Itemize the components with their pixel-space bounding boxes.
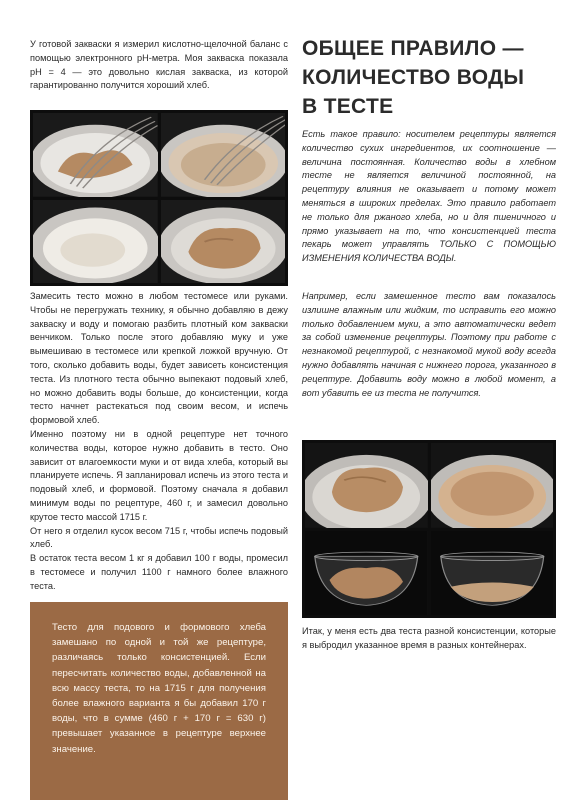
photo-bowl-whisk-flour bbox=[161, 113, 286, 197]
photo-bowl-flour bbox=[33, 200, 158, 284]
left-paragraph: Именно поэтому ни в одной рецептуре нет точного количества воды, которое нужно добавить в тесто. Оно зависит от влагоемкости муки и от вида хлеба, который вы планируете испечь. Я запланировал испечь из этого теста и подовый хлеб, и формовой. Поэтому сначала я добавил минимум воды по рецептуре, 460 г, и замесил довольно крутое тесто массой 1715 г. bbox=[30, 428, 288, 522]
photo-bowl-whisk-starter bbox=[33, 113, 158, 197]
left-paragraph: В остаток теста весом 1 кг я добавил 100 г воды, промесил в тестомесе и получил 1100 г намного более влажного теста. bbox=[30, 553, 288, 591]
left-paragraph: От него я отделил кусок весом 715 г, чтобы испечь подовый хлеб. bbox=[30, 525, 288, 550]
note-box bbox=[30, 602, 288, 800]
heading-line: ОБЩЕЕ ПРАВИЛО — bbox=[302, 37, 524, 60]
example-paragraph: Например, если замешенное тесто вам показалось излишне влажным или жидким, то исправить его можно только добавлением муки, а это автоматически ведет за собой изменение рецептуры. Поэтому при работе с незнакомой рецептурой, с незнакомой мукой воду всегда нужно добавлять начиная с нижнего порога, указанного в рецептуре. Добавить воду можно в любой момент, а вот убавить ее из теста не получится. bbox=[302, 291, 556, 398]
heading-line: КОЛИЧЕСТВО ВОДЫ bbox=[302, 66, 525, 89]
photo-bowl-mixed-dough bbox=[161, 200, 286, 284]
dough-photo-grid bbox=[302, 440, 556, 618]
rule-paragraph: Есть такое правило: носителем рецептуры является количество сухих ингредиентов, их соотношение — величина постоянная. Количество воды в хлебном тесте не является величиной постоянной, на рецептуру влияния не оказывает и потому может меняться в широких пределах. Это правило работает не только для ржаного хлеба, но и для пшеничного и прямо указывает на то, что консистенцией теста пекарь может управлять ТОЛЬКО С ПОМОЩЬЮ ИЗМЕНЕНИЯ КОЛИЧЕСТВА ВОДЫ. bbox=[302, 129, 556, 264]
photo-glass-bowl-stiff-dough bbox=[305, 531, 428, 616]
left-main-text bbox=[30, 290, 288, 594]
note-text: Тесто для подового и формового хлеба замешано по одной и той же рецептуре, различаясь только консистенцией. Если пересчитать количество воды, добавленной на всю массу теста, то на 1715 г для получения более влажного варианта я бы добавил 170 г воды, что в сумме (460 г + 170 г = 630 г) превышает указанное в рецептуре верхнее значение. bbox=[52, 622, 266, 755]
after-paragraph: Итак, у меня есть два теста разной консистенции, которые я выбродил указанное время в разных контейнерах. bbox=[302, 626, 556, 650]
photo-bowl-wet-dough bbox=[431, 443, 554, 528]
mixing-photo-grid bbox=[30, 110, 288, 286]
photo-glass-bowl-wet-dough bbox=[431, 531, 554, 616]
left-paragraph: Замесить тесто можно в любом тестомесе или руками. Чтобы не перегружать технику, я обычно добавляю в дежу закваску и воду и помогаю разбить плотный ком закваски венчиком. Только после этого добавляю муку и уже вымешиваю в тестомесе или крепкой ложкой вручную. От того, сколько добавить воды, будет зависеть консистенция теста. Из плотного теста обычно выпекают подовый хлеб, но можно добавить воды больше, до консистенции, когда тесто начнет растекаться под своим весом, и испечь формовой хлеб. bbox=[30, 291, 288, 426]
intro-paragraph: У готовой закваски я измерил кислотно-щелочной баланс с помощью электронного pH-метра. Моя закваска показала pH = 4 — это довольно кислая закваска, из которой гарантированно получится хороший хлеб. bbox=[30, 39, 288, 91]
heading-line: В ТЕСТЕ bbox=[302, 95, 394, 118]
section-heading bbox=[302, 34, 556, 121]
photo-bowl-stiff-dough bbox=[305, 443, 428, 528]
